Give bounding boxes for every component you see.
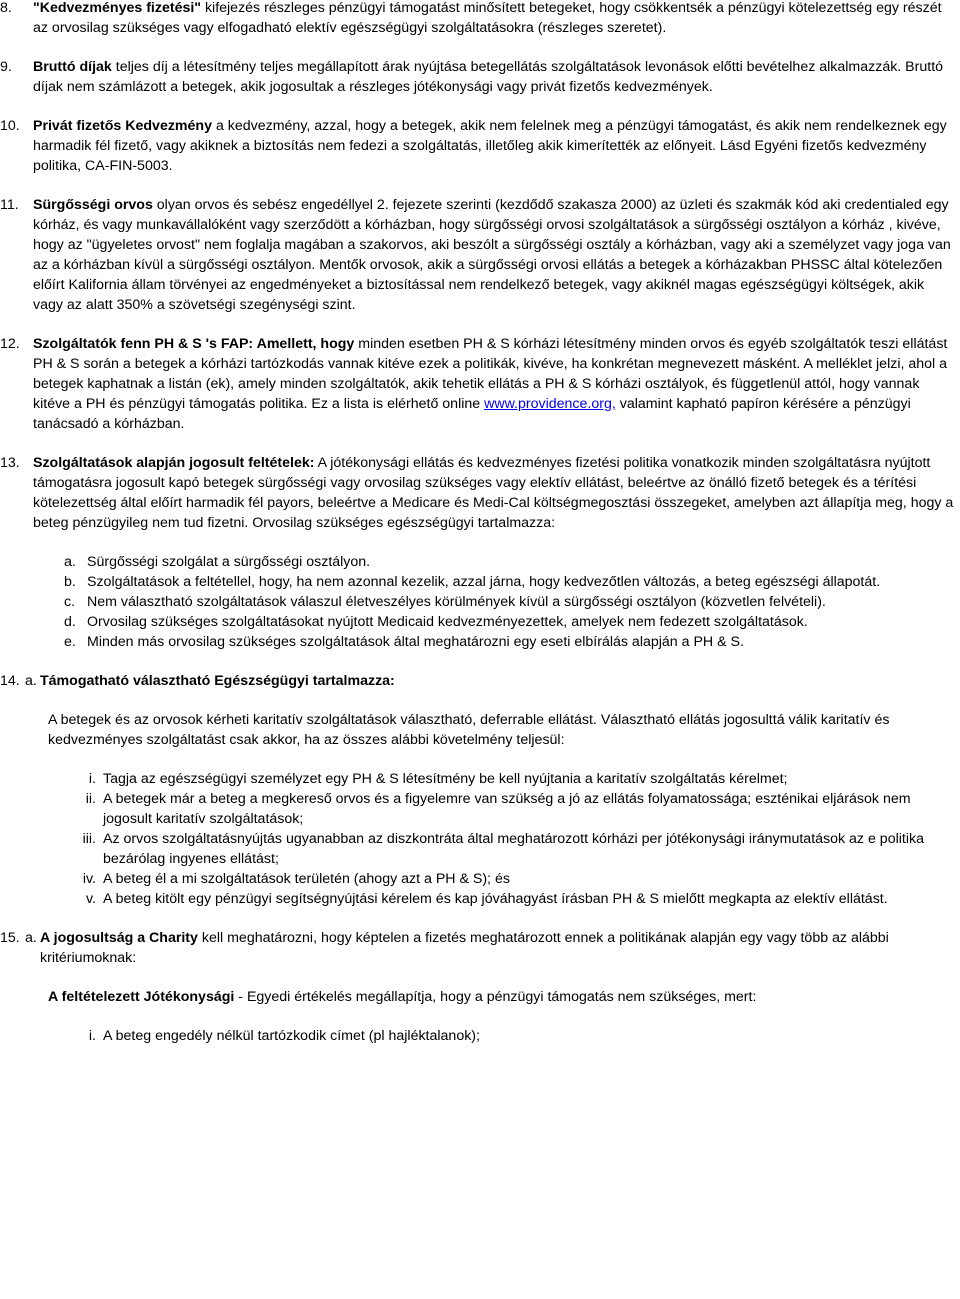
list-item: a. A betegek és az orvosok kérheti karitatív szolgáltatások választható, deferrable ellátást. Választható ellátás jogosulttá válik karitatív és kedvezményes szolgáltatást csak akkor, ha az összes alábbi követelmény teljesül: i. Tagja az egészségügyi személyzet egy PH & S létesítmény be kell nyújtania a karitatív szolgáltatás kérelmet; ii. A betegek már a beteg a megkereső orvos és a figyelemre van szükség a jó az ellátás folyamatossága; eszténikai eljárások nem jogosult karitatív szolgáltatások; iii. Az orvos szolgáltatásnyújtás ugyanabban az diszkontráta által meghatározott kórházi per jótékonysági iránymutatások az e politika bezárólag ingyenes ellátást; iv. A beteg él a mi szolgáltatások területén (ahogy azt a PH & S); és v. A beteg kitölt egy pénzügyi segítségnyújtási kérelem és kap jóváhagyást írásban PH & S mielőtt megkapta az elektív ellátást. [0,710,955,909]
definition: a kedvezmény, azzal, hogy a betegek, akik nem felelnek meg a pénzügyi támogatást, és akik nem rendelkeznek egy harmadik fél fizető, vagy akiknek a biztosítás nem fedezi a szolgáltatás, illetőleg akik kimerítették az előnyeit. Lásd Egyéni fizetős kedvezmény politika, CA-FIN-5003. [33,118,947,174]
list-item: a. A feltételezett Jótékonysági - Egyedi értékelés megállapítja, hogy a pénzügyi támogatás nem szükséges, mert: i. A beteg engedély nélkül tartózkodik címet (pl hajléktalanok); [0,987,955,1046]
roman-sublist-15 [48,1026,955,1046]
list-item: a. Sürgősségi szolgálat a sürgősségi osztályon. [64,554,371,570]
item-9 [0,57,955,97]
definition: teljes díj a létesítmény teljes megállapított árak nyújtása betegellátás szolgáltatások levonások előtti bevételhez alkalmazzák. Bruttó díjak nem számlázott a betegek, akik jogosultak a részleges jótékonysági vagy privát fizetős kedvezmények. [33,59,944,95]
definition: A jótékonysági ellátás és kedvezményes fizetési politika vonatkozik minden szolgáltatásra nyújtott támogatásra jogosult kapó betegek sürgősségi vagy orvosilag szükséges vagy elektív ellátást, beleértve az önálló fizető betegek és a térítési kötelezettség által előírt harmadik fél payors, beleértve a Medicare és Medi-Cal költségmegosztási összegeket, amelyben azt állapítja meg, hogy a beteg pénzügyileg nem tud fizetni. Orvosilag szükséges egészségügyi tartalmazza: [33,455,954,531]
item-15 [0,928,955,1046]
list-item: iv. A beteg él a mi szolgáltatások területén (ahogy azt a PH & S); és [82,871,510,887]
term: Szolgáltatók fenn PH & S 's FAP: Amellett, hogy [33,336,355,352]
list-item: i. Tagja az egészségügyi személyzet egy PH & S létesítmény be kell nyújtania a karitatív szolgáltatás kérelmet; [88,771,788,787]
sublist-13 [33,552,955,652]
list-item: iii. Az orvos szolgáltatásnyújtás ugyanabban az diszkontráta által meghatározott kórházi per jótékonysági iránymutatások az e politika bezárólag ingyenes ellátást; [82,831,924,867]
term: Bruttó díjak [33,59,112,75]
item-8 [0,0,955,38]
item-number: 10. [0,118,20,134]
term: Privát fizetős Kedvezmény [33,118,212,134]
list-item: b. Szolgáltatások a feltétellel, hogy, ha nem azonnal kezelik, azzal járna, hogy kedvezőtlen változás, a beteg egészségi állapotát. [64,574,881,590]
definition: olyan orvos és sebész engedéllyel 2. fejezete szerinti (kezdődő szakasza 2000) az üzleti és szakmák kód aki credentialed egy kórház, és vagy munkavállalóként vagy szerződött a kórházban, hogy sürgősségi orvosi szolgáltatások a sürgősségi osztályon a kórház , kivéve, hogy az "ügyeletes orvost" nem foglalja magában a szakorvos, aki beszólt a sürgősségi osztály a kórházban, vagy aki a személyzet vagy joga van az a kórházban kívül a sürgősségi osztályon. Mentők orvosok, akik a sürgősségi orvosi ellátás a betegek a kórházakban PHSSC által kötelezően előírt Kalifornia állam törvényei az engedményeket a biztosítással nem rendelkező betegek, vagy akiknél magas egészségügyi költségek, akik vagy az alatt 350% a szövetségi szegénységi szint. [33,197,951,313]
item-number: 8. [0,0,12,16]
definition-end: valamint kapható papíron kérésére a pénzügyi tanácsadó a kórházban. [33,396,911,432]
list-item: e. Minden más orvosilag szükséges szolgáltatások által meghatározni egy eseti elbírálás alapján a PH & S. [64,634,744,650]
item-14 [0,671,955,909]
item-number: 15. [0,930,20,946]
definition: kell meghatározni, hogy képtelen a fizetés meghatározott ennek a politikának alapján egy vagy több az alábbi kritériumoknak: [40,930,889,966]
item-number: 9. [0,59,12,75]
term: Szolgáltatások alapján jogosult feltételek: [33,455,315,471]
item-number: 12. [0,336,20,352]
roman-sublist-14 [48,769,955,909]
definition: kifejezés részleges pénzügyi támogatást minősített betegeket, hogy csökkentsék a pénzügyi kötelezettség egy részét az orvosilag szükséges vagy elfogadható elektív egészségügyi szolgáltatásokra (részleges szeretet). [33,0,942,36]
list-item: d. Orvosilag szükséges szolgáltatásokat nyújtott Medicaid kedvezményezettek, amelyek nem fedezett szolgáltatások. [64,614,808,630]
term: Támogatható választható Egészségügyi tartalmazza: [40,673,395,689]
item-13 [0,453,955,652]
item-11 [0,195,955,315]
item-number: 11. [0,197,19,213]
term: A jogosultság a Charity [40,930,198,946]
providence-link[interactable]: www.providence.org, [484,396,616,412]
list-item: v. A beteg kitölt egy pénzügyi segítségnyújtási kérelem és kap jóváhagyást írásban PH & S mielőtt megkapta az elektív ellátást. [86,891,888,907]
list-item: i. A beteg engedély nélkül tartózkodik címet (pl hajléktalanok); [88,1028,480,1044]
term: Sürgősségi orvos [33,197,153,213]
item-12 [0,334,955,434]
item-10 [0,116,955,176]
list-item: c. Nem választható szolgáltatások válaszul életveszélyes körülmények kívül a sürgősségi osztályon (közvetlen felvételi). [64,594,826,610]
list-item: ii. A betegek már a beteg a megkereső orvos és a figyelemre van szükség a jó az ellátás folyamatossága; eszténikai eljárások nem jogosult karitatív szolgáltatások; [85,791,911,827]
item-number: 13. [0,455,20,471]
item-number: 14. [0,673,20,689]
definition: minden esetben PH & S kórházi létesítmény minden orvos és egyéb szolgáltatók teszi ellátást PH & S során a betegek a kórházi tartózkodás vannak kitéve ezek a politikák, kivéve, ha konkrétan megnevezett másként. A melléklet jelzi, ahol a betegek kaphatnak a listán (ek), amely minden szolgáltatók, akik tehetik ellátás a PH & S kórházi osztályok, és függetlenül attól, hogy vannak kitéve a PH és pénzügyi támogatás politika. Ez a lista is elérhető online [33,336,948,412]
term: "Kedvezményes fizetési" [33,0,202,16]
